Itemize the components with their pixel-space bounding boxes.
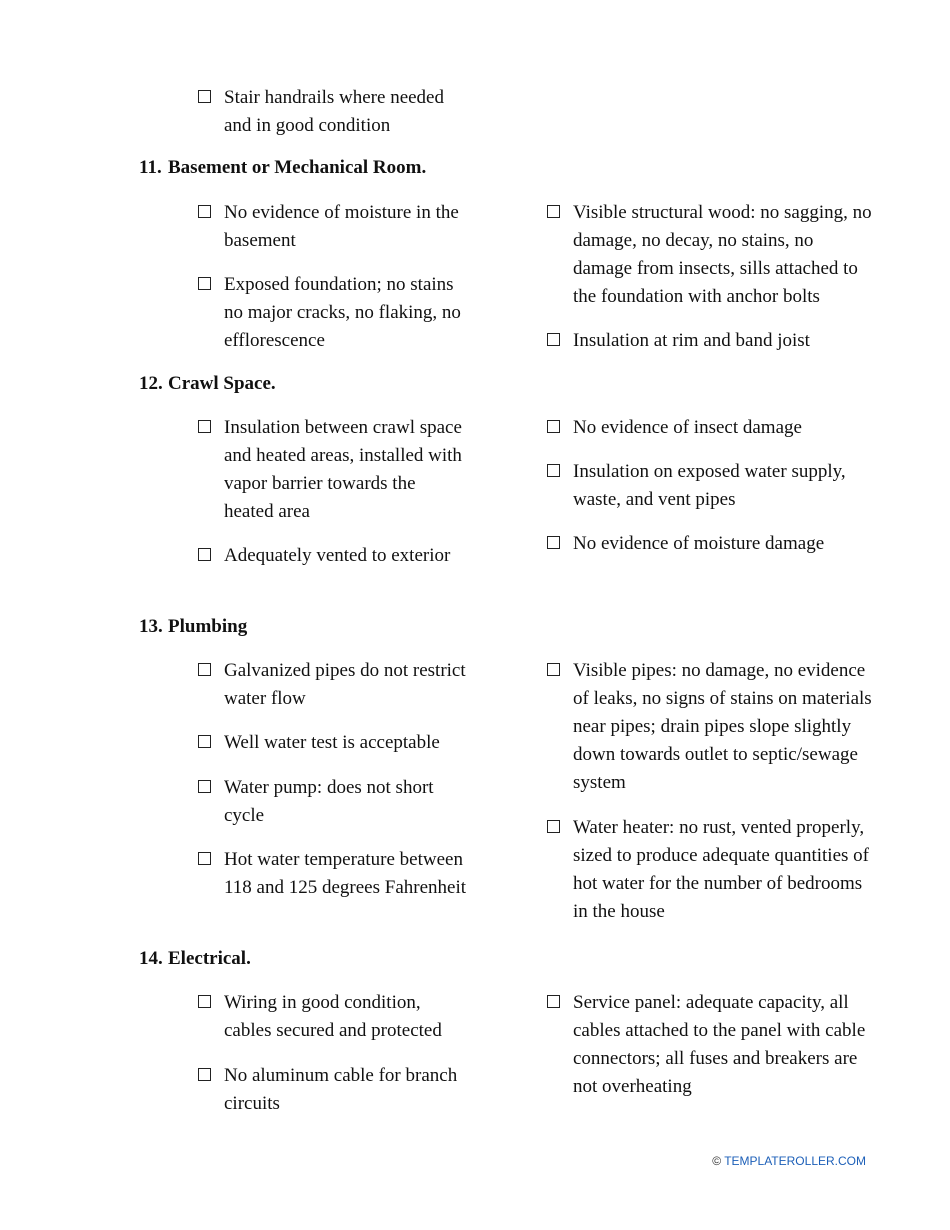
footer-credit xyxy=(712,1154,866,1168)
item-text: No aluminum cable for branch circuits xyxy=(224,1065,458,1114)
item-text: No evidence of moisture in the basement xyxy=(224,202,459,251)
checkbox[interactable] xyxy=(198,205,211,218)
checklist-item xyxy=(198,542,468,570)
checkbox[interactable] xyxy=(547,464,560,477)
checkbox[interactable] xyxy=(198,780,211,793)
checkbox[interactable] xyxy=(547,420,560,433)
checkbox[interactable] xyxy=(547,536,560,549)
checkbox[interactable] xyxy=(547,205,560,218)
checklist-item xyxy=(198,657,468,713)
checklist-item xyxy=(547,657,877,797)
section-number: 13. xyxy=(139,616,163,637)
copyright-symbol: © xyxy=(712,1154,722,1168)
checklist-item xyxy=(198,84,468,140)
checkbox[interactable] xyxy=(198,995,211,1008)
checklist-item xyxy=(547,199,877,311)
checkbox[interactable] xyxy=(198,1068,211,1081)
item-text: Galvanized pipes do not restrict water flow xyxy=(224,660,466,709)
item-text: Well water test is acceptable xyxy=(224,732,440,753)
checklist-item xyxy=(547,814,877,926)
item-text: Adequately vented to exterior xyxy=(224,545,451,566)
item-text: Insulation at rim and band joist xyxy=(573,330,810,351)
item-text: Visible structural wood: no sagging, no damage, no decay, no stains, no damage from insects, sills attached to the foundation with anchor bolts xyxy=(573,202,872,307)
item-text: Insulation between crawl space and heated areas, installed with vapor barrier towards the heated area xyxy=(224,417,462,522)
section-heading-14 xyxy=(139,945,251,973)
checkbox[interactable] xyxy=(547,663,560,676)
checklist-item xyxy=(547,989,877,1101)
item-text: Hot water temperature between 118 and 125 degrees Fahrenheit xyxy=(224,849,466,898)
checkbox[interactable] xyxy=(198,735,211,748)
section-title: Basement or Mechanical Room. xyxy=(168,157,427,178)
item-text: Water pump: does not short cycle xyxy=(224,777,434,826)
checkbox[interactable] xyxy=(547,995,560,1008)
section-title: Crawl Space. xyxy=(168,373,276,394)
section-heading-11 xyxy=(139,154,426,182)
section-heading-13 xyxy=(139,613,247,641)
checklist-item xyxy=(547,327,877,355)
footer-brand-link[interactable]: TEMPLATEROLLER.COM xyxy=(724,1154,866,1168)
section-number: 12. xyxy=(139,373,163,394)
checkbox[interactable] xyxy=(547,820,560,833)
item-text: Wiring in good condition, cables secured and protected xyxy=(224,992,442,1041)
item-text: Insulation on exposed water supply, waste, and vent pipes xyxy=(573,461,846,510)
checklist-item xyxy=(198,729,468,757)
checklist-item xyxy=(198,199,468,255)
checkbox[interactable] xyxy=(198,420,211,433)
item-text: Exposed foundation; no stains no major cracks, no flaking, no efflorescence xyxy=(224,274,461,351)
checklist-item xyxy=(547,458,877,514)
item-text: Visible pipes: no damage, no evidence of leaks, no signs of stains on materials near pipes; drain pipes slope slightly down towards outlet to septic/sewage system xyxy=(573,660,872,793)
item-text: Water heater: no rust, vented properly, sized to produce adequate quantities of hot water for the number of bedrooms in the house xyxy=(573,817,869,922)
checkbox[interactable] xyxy=(547,333,560,346)
checklist-item xyxy=(198,846,468,902)
section-title: Plumbing xyxy=(168,616,248,637)
checklist-item xyxy=(547,530,877,558)
item-text: No evidence of insect damage xyxy=(573,417,802,438)
checkbox[interactable] xyxy=(198,277,211,290)
section-number: 14. xyxy=(139,948,163,969)
checklist-item xyxy=(198,1062,468,1118)
checkbox[interactable] xyxy=(198,90,211,103)
item-text: Stair handrails where needed and in good condition xyxy=(224,87,444,136)
checklist-item xyxy=(198,414,468,526)
checkbox[interactable] xyxy=(198,548,211,561)
section-title: Electrical. xyxy=(168,948,251,969)
section-number: 11. xyxy=(139,157,162,178)
checklist-item xyxy=(198,774,468,830)
checklist-item xyxy=(198,989,468,1045)
checklist-item xyxy=(547,414,877,442)
checkbox[interactable] xyxy=(198,663,211,676)
checkbox[interactable] xyxy=(198,852,211,865)
item-text: Service panel: adequate capacity, all cables attached to the panel with cable connectors; all fuses and breakers are not overheating xyxy=(573,992,866,1097)
item-text: No evidence of moisture damage xyxy=(573,533,825,554)
checklist-item xyxy=(198,271,468,355)
section-heading-12 xyxy=(139,370,276,398)
